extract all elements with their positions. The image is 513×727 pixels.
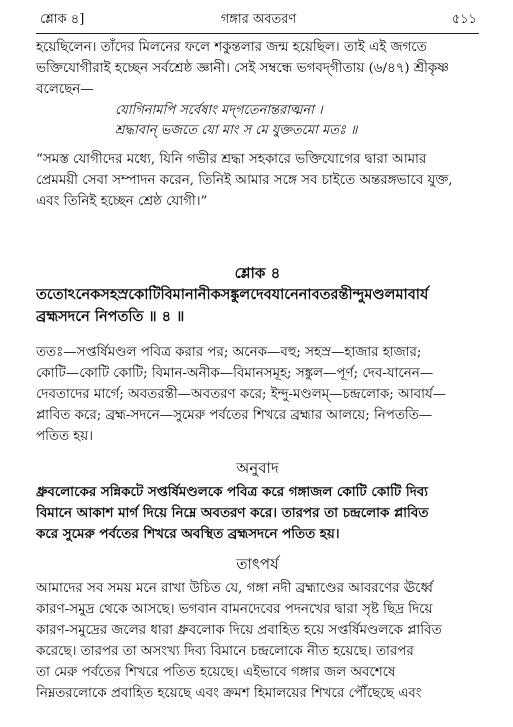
quote-line: প্রেমময়ী সেবা সম্পাদন করেন, তিনিই আমার সঙ্গে সব চাইতে অন্তরঙ্গভাবে যুক্ত,: [36, 173, 453, 188]
purport-line: আমাদের সব সময় মনে রাখা উচিত যে, গঙ্গা নদী ব্রহ্মাণ্ডের আবরণের ঊর্ধ্বে: [36, 581, 433, 596]
sloka-line: ততোঽনেকসহস্রকোটিবিমানানীকসঙ্কুলদেবযানেনাবতরন্তীন্দুমণ্ডলমাবার্য: [36, 286, 429, 303]
verse-line: শ্রদ্ধাবান্‌ ভজতে যো মাং স মে যুক্ততমো মতঃ ॥: [115, 123, 358, 138]
translation-text: [36, 482, 479, 545]
translation-line: করে সুমেরু পর্বতের শিখরে অবস্থিত ব্রহ্মসদনে পতিত হয়।: [36, 526, 340, 542]
paragraph-line: হয়েছিলেন। তাঁদের মিলনের ফলে শকুন্তলার জন্ম হয়েছিল। তাই এই জগতে: [36, 40, 427, 55]
header-page-number: ৫১১: [451, 12, 477, 27]
purport-line: করেছে। তারপর তা অসংখ্য দিব্য বিমানে চন্দ্রলোকে নীত হয়েছে। তারপর: [36, 644, 414, 659]
purport-line: কারণ-সমুদ্র থেকে আসছে। ভগবান বামনদেবের পদনখের দ্বারা সৃষ্ট ছিদ্র দিয়ে: [36, 602, 433, 617]
paragraph-line: ভক্তিযোগীরাই হচ্ছেন সর্বশ্রেষ্ঠ জ্ঞানী। সেই সম্বন্ধে ভগবদ্‌গীতায় (৬/৪৭) শ্রীকৃষ্ণ: [36, 61, 449, 76]
synonym-line: কোটি—কোটি কোটি; বিমান-অনীক—বিমানসমূহ; সঙ্কুল—পূর্ণ; দেব-যানেন—: [36, 366, 434, 381]
verse-line: যোগিনামপি সর্বেষাং মদ্‌গতেনান্তরাত্মনা ।: [115, 103, 323, 118]
paragraph-line: বলেছেন—: [36, 82, 94, 97]
header-chapter-title: গঙ্গার অবতরণ: [220, 12, 297, 27]
header-verse-ref: শ্লোক ৪]: [40, 12, 85, 27]
sanskrit-sloka: [36, 284, 479, 328]
continuing-paragraph: [36, 37, 479, 100]
purport-line: নিম্নতরলোকে প্রবাহিত হয়েছে এবং ক্রমশ হিমালয়ের শিখরে পৌঁছেছে এবং: [36, 686, 422, 701]
sloka-line: ব্রহ্মসদনে নিপততি ॥ ৪ ॥: [36, 308, 185, 325]
quote-line: “সমস্ত যোগীদের মধ্যে, যিনি গভীর শ্রদ্ধা সহকারে ভক্তিযোগের দ্বারা আমার: [36, 152, 427, 167]
sloka-title: শ্লোক ৪: [234, 264, 281, 282]
gita-quote: [36, 149, 479, 212]
quote-line: এবং তিনিই হচ্ছেন শ্রেষ্ঠ যোগী।”: [36, 194, 208, 209]
synonym-line: পতিত হয়।: [36, 429, 93, 444]
translation-line: ধ্রুবলোকের সন্নিকটে সপ্তর্ষিমণ্ডলকে পবিত্র করে গঙ্গাজল কোটি কোটি দিব্য: [36, 484, 429, 500]
word-synonyms: [36, 342, 479, 447]
synonym-line: দেবতাদের মার্গে; অবতরন্তী—অবতরণ করে; ইন্দু-মণ্ডলম্—চন্দ্রলোক; আবার্য—: [36, 387, 447, 402]
purport-title: তাৎপর্য: [236, 555, 279, 573]
page-header: [40, 10, 477, 32]
purport-line: তা মেরু পর্বতের শিখরে পতিত হয়েছে। এইভাবে গঙ্গার জল অবশেষে: [36, 665, 396, 680]
translation-line: বিমানে আকাশ মার্গ দিয়ে নিম্নে অবতরণ করে। তারপর তা চন্দ্রলোক প্লাবিত: [36, 505, 429, 521]
synonym-line: প্লাবিত করে; ব্রহ্ম-সদনে—সুমেরু পর্বতের শিখরে ব্রহ্মার আলয়ে; নিপততি—: [36, 408, 433, 423]
translation-title: অনুবাদ: [236, 459, 279, 477]
gita-verse: [115, 101, 479, 141]
purport-line: কারণ-সমুদ্রের জলের ধারা ধ্রুবলোক দিয়ে প্রবাহিত হয়ে সপ্তর্ষিমণ্ডলকে প্লাবিত: [36, 623, 442, 638]
purport-text: [36, 578, 479, 704]
header-rule: [36, 33, 479, 34]
synonym-line: ততঃ—সপ্তর্ষিমণ্ডল পবিত্র করার পর; অনেক—বহু; সহস্র—হাজার হাজার;: [36, 345, 422, 360]
